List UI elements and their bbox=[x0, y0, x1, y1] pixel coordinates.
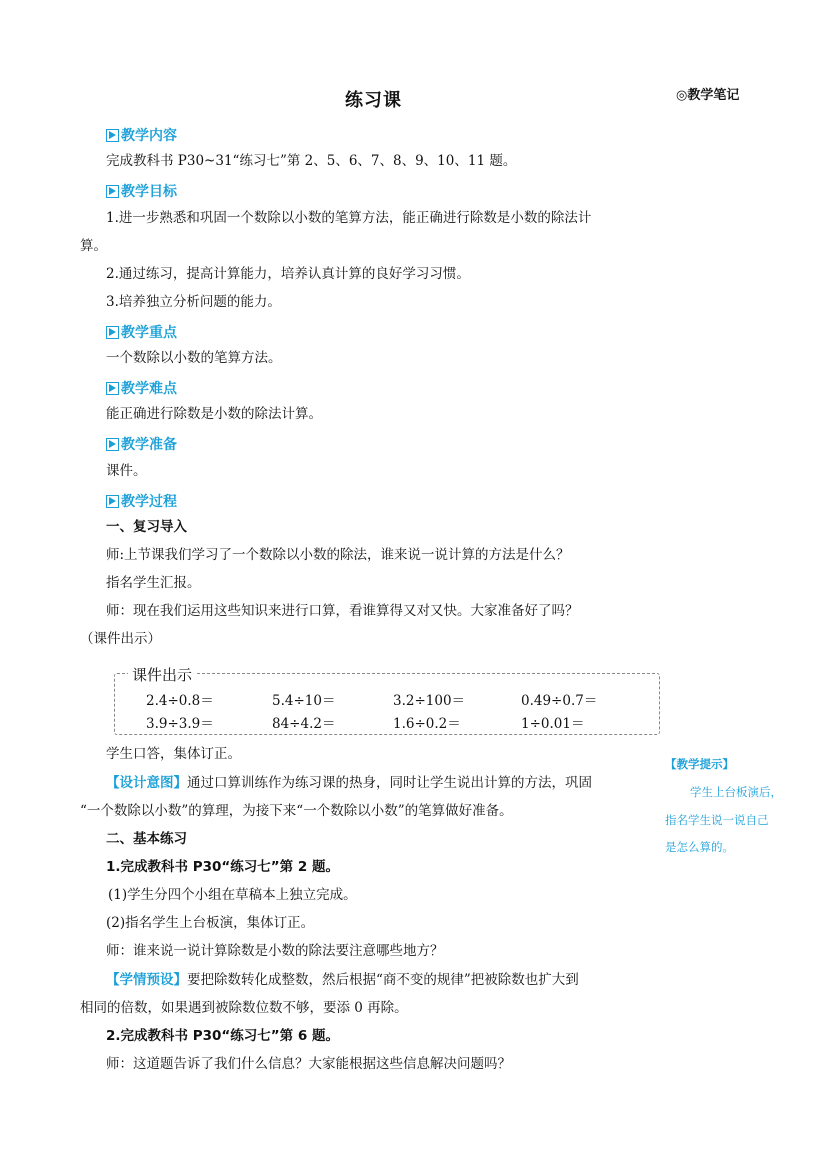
learning-preset-line2: 相同的倍数，如果遇到被除数位数不够，要添 0 再除。 bbox=[80, 1000, 408, 1016]
exercise-1-question: 师：谁来说一说计算除数是小数的除法要注意哪些地方？ bbox=[106, 943, 444, 959]
equation: 5.4÷10＝ bbox=[272, 693, 336, 709]
section-preparation-heading bbox=[106, 434, 177, 454]
exercise-1-step-b: (2)指名学生上台板演，集体订正。 bbox=[106, 915, 315, 931]
teaching-tip-title: 【教学提示】 bbox=[665, 757, 734, 771]
section-content-heading bbox=[106, 125, 177, 145]
play-icon bbox=[106, 129, 119, 142]
section-label: 教学难点 bbox=[121, 381, 177, 397]
section-label: 教学目标 bbox=[121, 184, 177, 200]
part-1-title: 一、复习导入 bbox=[106, 519, 187, 535]
design-intent-tag: 【设计意图】 bbox=[106, 775, 187, 791]
design-intent-text: 通过口算训练作为练习课的热身，同时让学生说出计算的方法，巩固 bbox=[187, 775, 592, 791]
exercise-1-step-a: (1)学生分四个小组在草稿本上独立完成。 bbox=[108, 887, 357, 903]
design-intent-line2: “一个数除以小数”的算理，为接下来“一个数除以小数”的笔算做好准备。 bbox=[80, 803, 513, 819]
paragraph-3: 师：现在我们运用这些知识来进行口算，看谁算得又对又快。大家准备好了吗？ bbox=[106, 603, 579, 619]
equation: 1÷0.01＝ bbox=[521, 716, 585, 732]
section-label: 教学准备 bbox=[121, 437, 177, 453]
play-icon bbox=[106, 382, 119, 395]
section-label: 教学内容 bbox=[121, 128, 177, 144]
learning-preset-text: 要把除数转化成整数，然后根据“商不变的规律”把被除数也扩大到 bbox=[187, 972, 579, 988]
play-icon bbox=[106, 438, 119, 451]
equation: 3.2÷100＝ bbox=[393, 693, 466, 709]
objective-1-line2: 算。 bbox=[80, 238, 107, 254]
section-difficulty-heading bbox=[106, 378, 177, 398]
section-process-heading bbox=[106, 491, 177, 511]
section-key-points-heading bbox=[106, 322, 177, 342]
page-title: 练习课 bbox=[345, 90, 402, 111]
teaching-notes-label: ◎教学笔记 bbox=[676, 88, 740, 103]
paragraph-2: 指名学生汇报。 bbox=[106, 575, 201, 591]
equation: 0.49÷0.7＝ bbox=[521, 693, 598, 709]
equation: 1.6÷0.2＝ bbox=[393, 716, 461, 732]
teaching-tip-line2: 指名学生说一说自己 bbox=[665, 813, 769, 827]
play-icon bbox=[106, 495, 119, 508]
learning-preset-line1 bbox=[106, 970, 579, 990]
equation: 2.4÷0.8＝ bbox=[146, 693, 214, 709]
paragraph-1: 师:上节课我们学习了一个数除以小数的除法，谁来说一说计算的方法是什么？ bbox=[106, 547, 570, 563]
difficulty-text: 能正确进行除数是小数的除法计算。 bbox=[106, 406, 322, 422]
section-label: 教学重点 bbox=[121, 325, 177, 341]
equation: 84÷4.2＝ bbox=[272, 716, 336, 732]
paragraph-5: 学生口答，集体订正。 bbox=[106, 746, 241, 762]
content-text: 完成教科书 P30~31“练习七”第 2、5、6、7、8、9、10、11 题。 bbox=[106, 153, 517, 169]
design-intent-line1 bbox=[106, 773, 592, 793]
objective-1-line1: 1.进一步熟悉和巩固一个数除以小数的笔算方法，能正确进行除数是小数的除法计 bbox=[106, 210, 592, 226]
courseware-label: 课件出示 bbox=[128, 664, 196, 685]
play-icon bbox=[106, 185, 119, 198]
equation: 3.9÷3.9＝ bbox=[146, 716, 214, 732]
paragraph-4: （课件出示） bbox=[80, 631, 161, 647]
section-objectives-heading bbox=[106, 181, 177, 201]
exercise-2-title: 2.完成教科书 P30“练习七”第 6 题。 bbox=[106, 1028, 339, 1044]
exercise-2-question: 师：这道题告诉了我们什么信息？大家能根据这些信息解决问题吗？ bbox=[106, 1056, 511, 1072]
preparation-text: 课件。 bbox=[106, 463, 147, 479]
teaching-tip-line3: 是怎么算的。 bbox=[665, 840, 734, 854]
teaching-tip-line1: 学生上台板演后， bbox=[690, 785, 782, 799]
exercise-1-title: 1.完成教科书 P30“练习七”第 2 题。 bbox=[106, 859, 339, 875]
section-label: 教学过程 bbox=[121, 494, 177, 510]
objective-2: 2.通过练习，提高计算能力，培养认真计算的良好学习习惯。 bbox=[106, 266, 470, 282]
play-icon bbox=[106, 326, 119, 339]
key-points-text: 一个数除以小数的笔算方法。 bbox=[106, 350, 282, 366]
part-2-title: 二、基本练习 bbox=[106, 831, 187, 847]
learning-preset-tag: 【学情预设】 bbox=[106, 972, 187, 988]
objective-3: 3.培养独立分析问题的能力。 bbox=[106, 294, 281, 310]
